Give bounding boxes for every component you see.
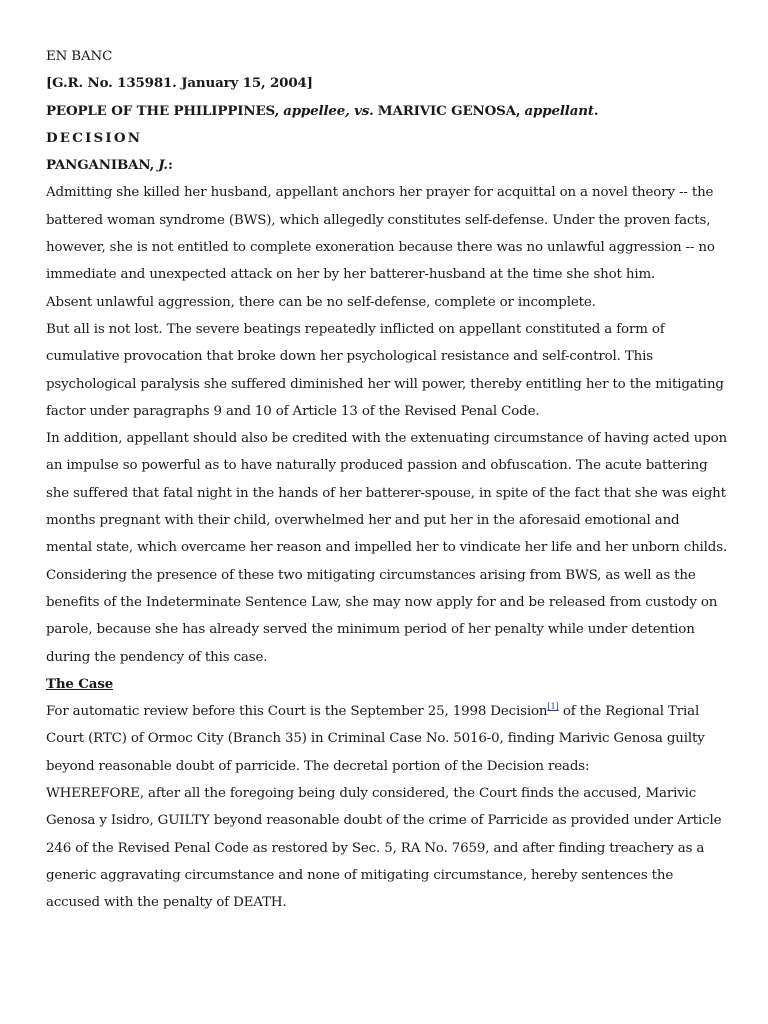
paragraph-6-text-a: For automatic review before this Court is the September 25, 1998 Decision xyxy=(46,704,548,720)
paragraph-1: Admitting she killed her husband, appellant anchors her prayer for acquittal on a novel theory -- the battered woman syndrome (BWS), which allegedly constitutes self-defense. Under the proven facts, however, she is not entitled to complete exoneration because there was no unlawful aggression -- no immediate and unexpected attack on her by her batterer-husband at the time she shot him. xyxy=(46,185,715,283)
footnote-link[interactable]: [1] xyxy=(547,702,559,712)
ponente-name: PANGANIBAN, xyxy=(46,157,155,174)
defendant-name: MARIVIC GENOSA, xyxy=(377,102,521,119)
plaintiff-name: PEOPLE OF THE PHILIPPINES, xyxy=(46,102,280,119)
ponente-line xyxy=(46,152,728,179)
paragraph-6-text-b: of the Regional Trial Court (RTC) of Ormoc City (Branch 35) in Criminal Case No. 5016-0, finding Marivic Genosa guilty beyond reasonable doubt of parricide. The decretal portion of the Decision reads: xyxy=(46,704,705,774)
paragraph-3: But all is not lost. The severe beatings repeatedly inflicted on appellant constituted a form of cumulative provocation that broke down her psychological resistance and self-control. This psychological paralysis she suffered diminished her will power, thereby entitling her to the mitigating factor under paragraphs 9 and 10 of Article 13 of the Revised Penal Code. xyxy=(46,321,724,419)
paragraph-6 xyxy=(46,698,728,780)
paragraph-7: WHEREFORE, after all the foregoing being duly considered, the Court finds the accused, Marivic Genosa y Isidro, GUILTY beyond reasonable doubt of the crime of Parricide as provided under Article 246 of the Revised Penal Code as restored by Sec. 5, RA No. 7659, and after finding treachery as a generic aggravating circumstance and none of mitigating circumstance, hereby sentences the accused with the penalty of DEATH. xyxy=(46,786,722,911)
section-heading: The Case xyxy=(46,675,114,692)
paragraph-2: Absent unlawful aggression, there can be no self-defense, complete or incomplete. xyxy=(46,294,596,310)
paragraph-5: Considering the presence of these two mitigating circumstances arising from BWS, as well as the benefits of the Indeterminate Sentence Law, she may now apply for and be released from custody on parole, because she has already served the minimum period of her penalty while under detention during the pendency of this case. xyxy=(46,567,718,665)
decision-title: DECISION xyxy=(46,129,143,146)
case-number: [G.R. No. 135981. January 15, 2004] xyxy=(46,75,313,92)
defendant-role: appellant xyxy=(524,102,594,119)
ponente-title: J. xyxy=(158,157,168,174)
ponente-suffix: : xyxy=(167,157,173,174)
case-title xyxy=(46,98,728,125)
paragraph-4: In addition, appellant should also be credited with the extenuating circumstance of having acted upon an impulse so powerful as to have naturally produced passion and obfuscation. The acute battering she suffered that fatal night in the hands of her batterer-spouse, in spite of the fact that she was eight months pregnant with their child, overwhelmed her and put her in the aforesaid emotional and mental state, which overcame her reason and impelled her to vindicate her life and her unborn childs. xyxy=(46,431,728,556)
division-label: EN BANC xyxy=(46,49,113,64)
plaintiff-role: appellee, vs. xyxy=(283,102,374,119)
case-title-end: . xyxy=(593,102,599,119)
